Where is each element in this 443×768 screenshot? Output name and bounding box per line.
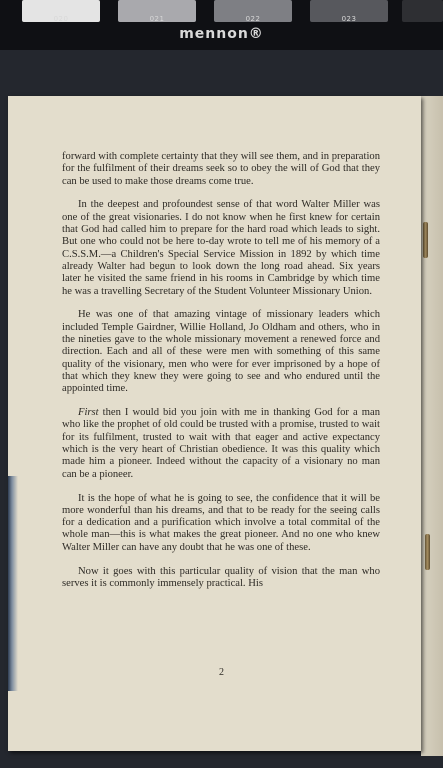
body-text (62, 151, 380, 602)
staple (425, 534, 430, 570)
calibration-label: 023 (341, 15, 357, 23)
page-number: 2 (219, 667, 224, 678)
paragraph (62, 407, 380, 481)
emphasis-lead: First (78, 407, 99, 419)
staple (423, 222, 428, 258)
brand-logo: mennon® (179, 26, 264, 42)
adjacent-page-edge (421, 96, 443, 756)
paragraph: In the deepest and profoundest sense of that word Walter Miller was one of the great visionaries. I do not know when he first knew for certain that God had called him to prepare for the hard road which leads to sight. But one who could not be here to-day wrote to tell me of his memory of a C.S.S.M.—a Children's Special Service Mission in 1892 by which time already Walter had begun to look down the long road ahead. Six years later he visited the same friend in his rooms in Cambridge by which time he was a travelling Secretary of the Student Volunteer Missionary Union. (62, 199, 380, 297)
calibration-label: 020 (53, 15, 69, 23)
paragraph: Now it goes with this particular quality of vision that the man who serves it is commonly immensely practical. His (62, 565, 380, 589)
paragraph: It is the hope of what he is going to see, the confidence that it will be more wonderful than his dreams, and that to be ready for the seeing calls for a dedication and a purification which involve a total commital of the whole man—this is what makes the great pioneer. And no one who knew Walter Miller can have any doubt that he was one of these. (62, 492, 380, 553)
calibration-label: 021 (149, 15, 165, 23)
worn-page-edge (8, 476, 18, 691)
calibration-label: 022 (245, 15, 261, 23)
paragraph: forward with complete certainty that they will see them, and in preparation for the fulfilment of their dreams seek so to obey the will of God that they can be used to make those dreams come true. (62, 151, 380, 187)
paragraph: He was one of that amazing vintage of missionary leaders which included Temple Gairdner, Willie Holland, Jo Oldham and others, who in the nineties gave to the whole missionary movement a renewed force and direction. Each and all of these were men with something of this same quality of the visionary, men who were for ever imprisoned by a hope of that which they knew they were going to see and who endured until the appointed time. (62, 309, 380, 395)
calibration-patch (402, 0, 443, 22)
paragraph-text: then I would bid you join with me in thanking God for a man who like the prophet of old could be trusted with a promise, trusted to wait for its fulfilment, trusted to wait with that eager and active expectancy which is the very heart of Christian obedience. It was this quality which made him a pioneer. Indeed without the capacity of a visionary no man can be a pioneer. (62, 407, 380, 480)
color-calibration-strip (0, 0, 443, 50)
